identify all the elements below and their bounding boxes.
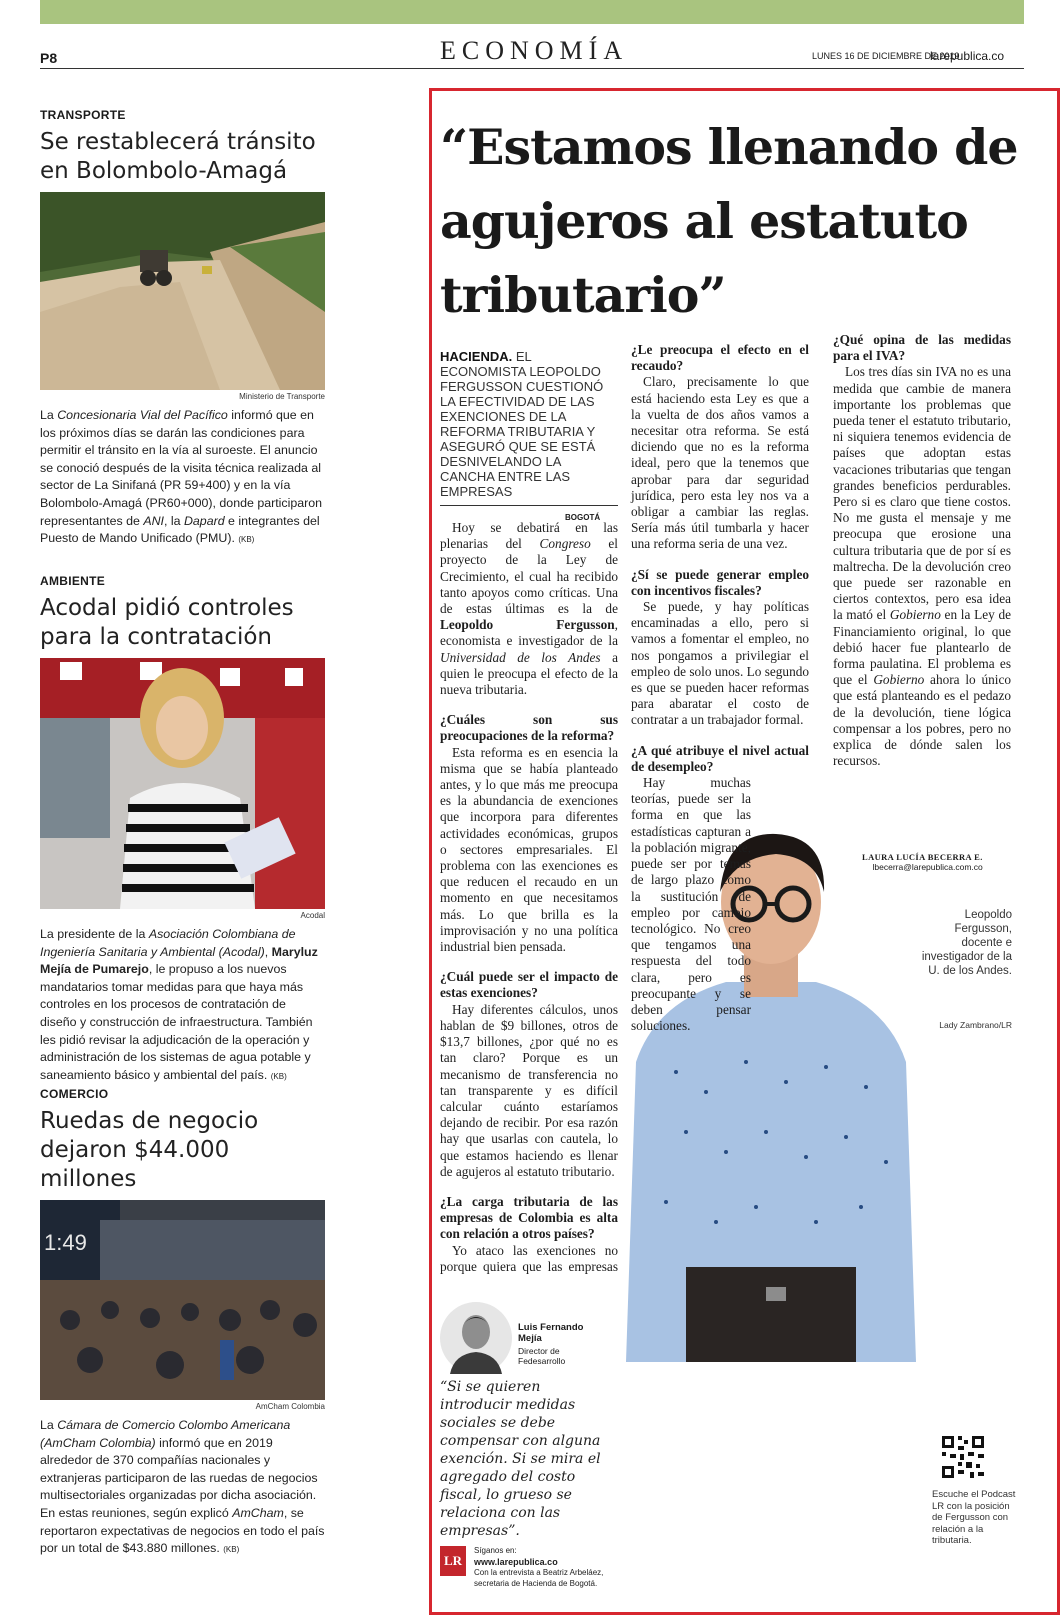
- screen-clock: 1:49: [44, 1230, 87, 1255]
- acodal-photo-illustration: [40, 658, 325, 909]
- question-7: ¿Qué opina de las medidas para el IVA?: [833, 332, 1011, 364]
- acodal-photo: [40, 658, 325, 909]
- question-2: ¿Cuál puede ser el impacto de estas exenciones?: [440, 969, 618, 1001]
- question-4: ¿Le preocupa el efecto en el recaudo?: [631, 342, 809, 374]
- brief-transporte: [40, 108, 325, 549]
- answer-7: Los tres días sin IVA no es una medida que cambie de manera importante los problemas que pueda tener el estatuto tributario, ni siquiera tenemos evidencia de países que adoptan estas vacaciones tributarias que tengan grandes beneficios perdurables. Pero si es claro que tiene costos. No me gusta el mensaje y me preocupa que erosione una cultura tributaria que de por sí es maltrecha. De la devolución creo que puede ser razonable en ciertos contextos, pero esa idea la mató el Gobierno en la Ley de Financiamiento original, lo que debió hacer fue plantearlo de forma paulatina. El problema es que el Gobierno ahora lo único que está planteando es el pedazo de la devolución, tiene lógica compensar a los pobres, pero no explica de dónde salen los recursos.: [833, 364, 1011, 769]
- brief-kicker: COMERCIO: [40, 1087, 109, 1101]
- follow-link[interactable]: www.larepublica.co: [474, 1556, 558, 1567]
- brief-title: Acodal pidió controles para la contratación: [40, 595, 294, 650]
- question-5: ¿Sí se puede generar empleo con incentivos fiscales?: [631, 566, 809, 598]
- article-column-3: [833, 332, 1011, 769]
- amcham-photo-illustration: [40, 1200, 325, 1400]
- photo-credit: Acodal: [300, 911, 325, 920]
- photo-credit: Lady Zambrano/LR: [939, 1020, 1012, 1030]
- section-title: ECONOMÍA: [440, 36, 629, 65]
- question-3: ¿La carga tributaria de las empresas de Colombia es alta con relación a otros países?: [440, 1193, 618, 1242]
- pull-quote: “Si se quieren introducir medidas sociales se debe compensar con alguna exención. Si se mira el agregado del costo fiscal, lo grueso se relaciona con las empresas”.: [440, 1379, 601, 1539]
- brief-kicker: AMBIENTE: [40, 574, 106, 588]
- brief-ambiente: [40, 574, 325, 1085]
- lr-logo: LR: [440, 1546, 466, 1576]
- byline-name: LAURA LUCÍA BECERRA E.: [862, 852, 983, 862]
- mejia-portrait: [440, 1302, 512, 1374]
- article-intro: Hoy se debatirá en las plenarias del Congreso el proyecto de la Ley de Crecimiento, el cual ha recibido tanto apoyos como críticas. Una de estas últimas es la de Leopoldo Fergusson, economista e investigador de la Universidad de los Andes a quien le preocupa el efecto de la nueva tributaria.: [440, 520, 619, 698]
- brief-comercio: [40, 1087, 325, 1559]
- top-color-band: [40, 0, 1024, 24]
- brief-kicker: TRANSPORTE: [40, 108, 126, 122]
- amcham-photo: [40, 1200, 325, 1400]
- brief-title: Se restablecerá tránsito en Bolombolo-Amagá: [40, 129, 316, 184]
- qr-caption: Escuche el Podcast LR con la posición de Fergusson con relación a la tributaria.: [932, 1489, 1016, 1546]
- brief-text: La presidente de la Asociación Colombiana de Ingeniería Sanitaria y Ambiental (Acodal), Maryluz Mejía de Pumarejo, le propuso a los nuevos mandatarios tomar medidas para que haya más controles en los procesos de contratación de diseño y construcción de infraestructura. También les pidió revisar la adjudicación de la operación y administración de los sistemas de agua potable y saneamiento básico y ambiental del país. (KB): [40, 927, 318, 1082]
- byline-email: lbecerra@larepublica.com.co: [872, 862, 983, 872]
- photo-caption: Leopoldo Fergusson, docente e investigador de la U. de los Andes.: [921, 909, 1012, 977]
- header-rule: [40, 68, 1024, 69]
- article-headline: “Estamos llenando de agujeros al estatuto tributario”: [440, 118, 1018, 324]
- dateline-city: BOGOTÁ: [565, 513, 601, 522]
- page-number: P8: [40, 50, 58, 66]
- article-column-1: [440, 520, 618, 1276]
- article-lead: HACIENDA. EL ECONOMISTA LEOPOLDO FERGUSSON CUESTIONÓ LA EFECTIVIDAD DE LAS EXENCIONES DE LA REFORMA TRIBUTARIA Y ASEGURÓ QUE SE ESTÁ DESNIVELANDO LA CANCHA ENTRE LAS EMPRESAS: [440, 349, 618, 506]
- qr-code-icon[interactable]: [940, 1434, 986, 1480]
- photo-credit: Ministerio de Transporte: [239, 392, 325, 401]
- answer-2: Hay diferentes cálculos, unos hablan de $9 billones, otros de $13,7 billones, ¿por qué no es tan claro? Porque es un mecanismo de transferencia no tan transparente y es difícil calcular cuánto estaríamos dejando de recibir. Por esa razón hay que usarlas con cautela, lo que estamos haciendo es llenar de agujeros al estatuto tributario.: [440, 1001, 618, 1179]
- follow-block: Síganos en: www.larepublica.co Con la entrevista a Beatriz Arbeláez, secretaria de Hacienda de Bogotá.: [474, 1546, 604, 1588]
- road-photo: [40, 192, 325, 390]
- road-photo-illustration: [40, 192, 325, 390]
- question-1: ¿Cuáles son sus preocupaciones de la reforma?: [440, 712, 618, 744]
- article-column-2: [631, 332, 809, 1034]
- issue-date: LUNES 16 DE DICIEMBRE DE 2019: [812, 51, 960, 61]
- answer-6: Hay muchas teorías, puede ser la forma en que las estadísticas capturan a la población migrante, puede ser por temas de largo plazo como la sustitución de empleo por cambio tecnológico. No creo que tengamos una respuesta del todo clara, pero es preocupante y se deben pensar soluciones.: [631, 775, 751, 1034]
- mejia-name: Luis Fernando Mejía: [518, 1322, 584, 1344]
- site-url: larepublica.co: [930, 49, 1005, 63]
- byline: [862, 852, 983, 872]
- brief-text: La Cámara de Comercio Colombo Americana (AmCham Colombia) informó que en 2019 alrededor de 370 compañías nacionales y extranjeras participaron de las ruedas de negocios multisectoriales organizadas por dicha asociación. En estas reuniones, según explicó AmCham, se reportaron expectativas de negocios en todo el país por un total de $43.880 millones. (KB): [40, 1418, 325, 1556]
- answer-4: Claro, precisamente lo que está haciendo esta Ley es que a la vuelta de dos años vamos a necesitar otra reforma. Se está diciendo que no es la reforma ideal, pero que la tenemos que aprobar para dar seguridad jurídica, pero esta ley nos va a obligar a cambiar las reglas. Sería más útil tumbarla y hacer una reforma seria de una vez.: [631, 374, 809, 552]
- question-6: ¿A qué atribuye el nivel actual de desempleo?: [631, 742, 809, 774]
- answer-1: Esta reforma es en esencia la misma que se había planteado antes, y lo que más me preocupa es la abundancia de exenciones que incorpora para diferentes actividades económicas, grupos o sectores empresariales. El problema con las exenciones es que reducen el recaudo en un momento en que necesitamos más. Lo que brilla es la improvisación y no una política industrial bien pensada.: [440, 744, 618, 955]
- brief-text: La Concesionaria Vial del Pacífico informó que en los próximos días se darán las condiciones para permitir el tránsito en la vía al suroeste. El anuncio se conoció después de la visita técnica realizada al sector de La Sinifaná (PR 59+400) y en la vía Bolombolo-Amagá (PR60+000), donde participaron representantes de ANI, la Dapard e integrantes del Puesto de Mando Unificado (PMU). (KB): [40, 408, 323, 546]
- mejia-role: Director de Fedesarrollo: [518, 1346, 566, 1366]
- answer-3: Yo ataco las exenciones no porque quiera que las empresas: [440, 1242, 618, 1274]
- brief-title: Ruedas de negocio dejaron $44.000 millones: [40, 1108, 259, 1192]
- answer-5: Se puede, y hay políticas encaminadas a ello, pero si vamos a fomentar el empleo, no nos pongamos a privilegiar el empleo de solo unos. Lo segundo es que se pueden hacer reformas para abaratar el costo de contratar a un trabajador formal.: [631, 599, 810, 728]
- photo-credit: AmCham Colombia: [255, 1402, 325, 1411]
